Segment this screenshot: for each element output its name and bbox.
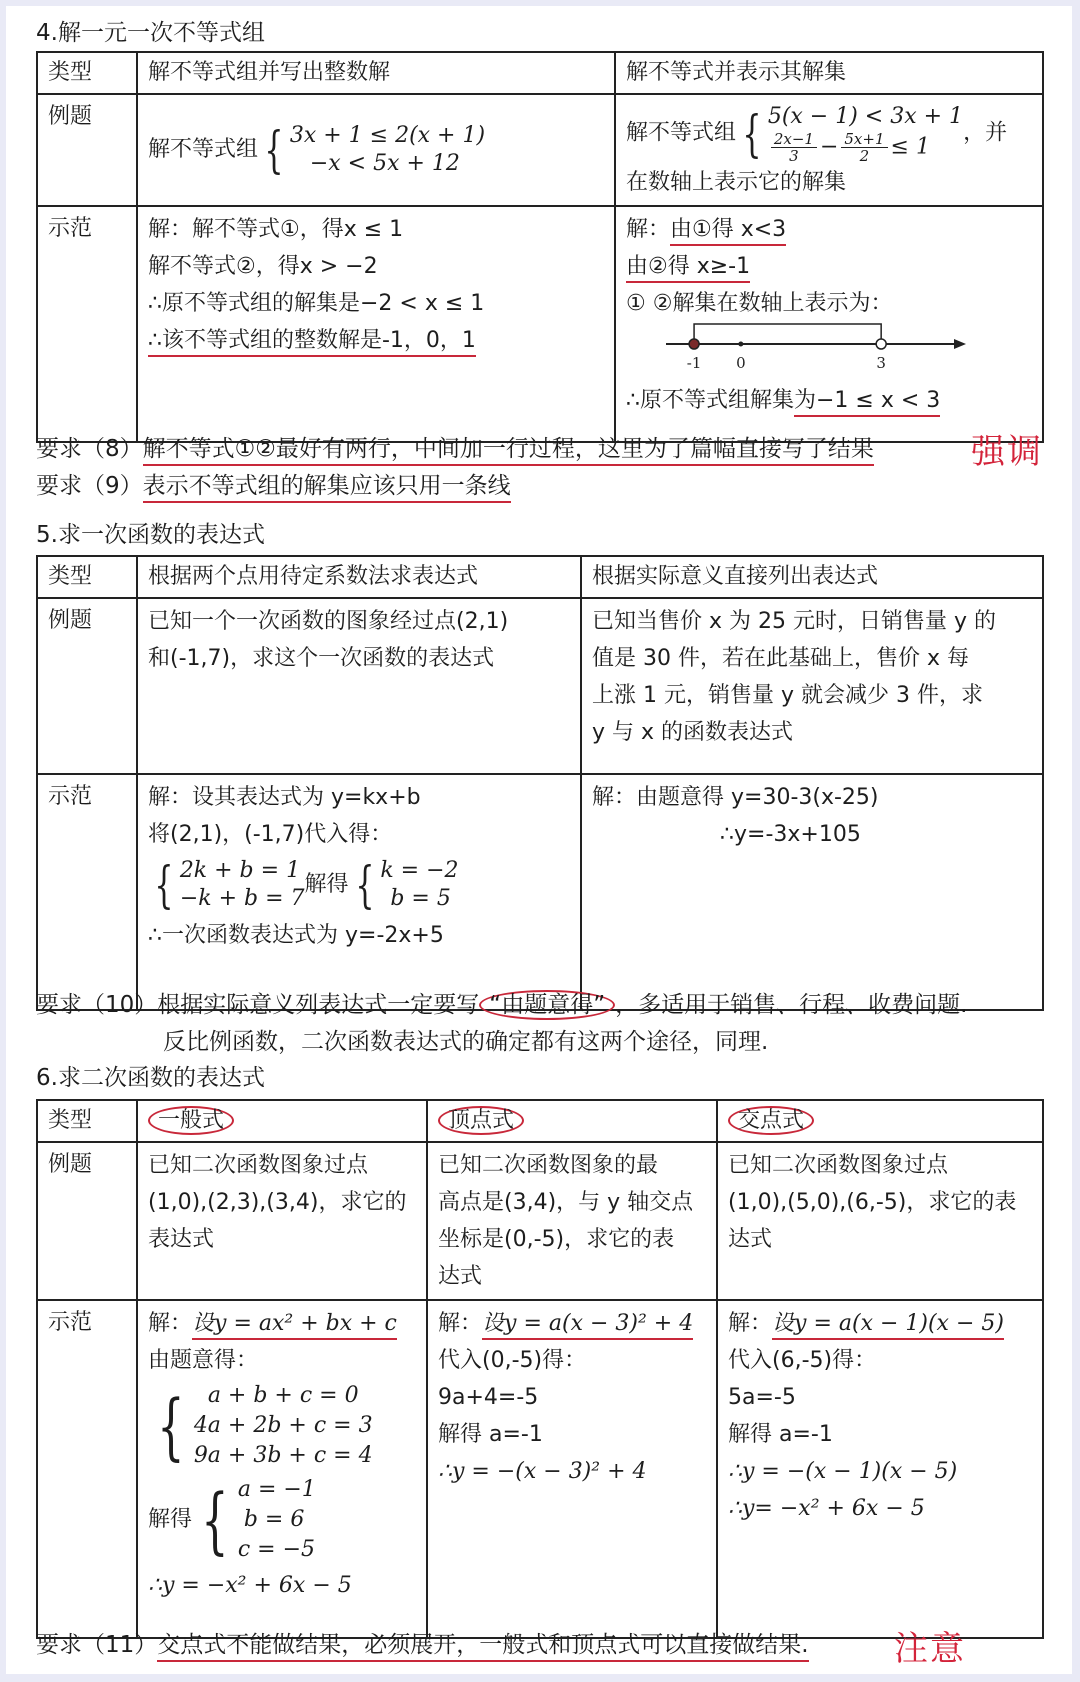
tick-label-0: -1 [686,354,702,372]
s6-demo-a: 解：设y = ax² + bx + c 由题意得： { a + b + c = 0 4a + 2b + c = 3 9a + 3b + c = 4 解得 { a = −1 b = 6 c = −5 ∴y = −x² + 6x − 5 [137,1300,427,1638]
s6-demo-c: 解：设y = a(x − 1)(x − 5) 代入(6,-5)得： 5a=-5 解得 a=-1 ∴y = −(x − 1)(x − 5) ∴y= −x² + 6x − 5 [717,1300,1043,1638]
s5-demo-a: 解：设其表达式为 y=kx+b 将(2,1)，(-1,7)代入得： { 2k + b = 1 −k + b = 7 解得 { k = −2 b = 5 ∴一次函数表达式为 y=-2x+5 [137,774,581,1010]
s6-head-type: 类型 [37,1100,137,1142]
s6-example-c: 已知二次函数图象过点 (1,0),(5,0),(6,-5)，求它的表 达式 [717,1142,1043,1300]
s4-row-example-label: 例题 [37,94,137,206]
s4-head-col1: 解不等式组并写出整数解 [137,52,615,94]
requirement-11: 要求（11）交点式不能做结果，必须展开，一般式和顶点式可以直接做结果. [36,1628,809,1662]
s5-row-demo-label: 示范 [37,774,137,1010]
s5-head-type: 类型 [37,556,137,598]
requirement-8: 要求（8）解不等式①②最好有两行，中间加一行过程，这里为了篇幅直接写了结果 [36,432,874,466]
emphasis-stamp: 强调 [971,433,1043,471]
solution-bracket [694,324,881,344]
s6-head-vertex: 顶点式 [427,1100,717,1142]
s6-example-a: 已知二次函数图象过点 (1,0),(2,3),(3,4)，求它的 表达式 [137,1142,427,1300]
requirement-10-line2: 反比例函数，二次函数表达式的确定都有这两个途径，同理. [163,1029,769,1055]
s6-demo-b: 解：设y = a(x − 3)² + 4 代入(0,-5)得： 9a+4=-5 解得 a=-1 ∴y = −(x − 3)² + 4 [427,1300,717,1638]
section6-title: 6.求二次函数的表达式 [36,1065,265,1091]
section5-title: 5.求一次函数的表达式 [36,522,265,548]
s4-example-b: 解不等式组 { 5(x − 1) < 3x + 1 $\frac{2x-1}{3}$ − $\frac{5x+1}{2}$ ≤ 1 ，并 在数轴上表示它的解集 [615,94,1043,206]
s4-head-type: 类型 [37,52,137,94]
s6-head-general: 一般式 [137,1100,427,1142]
tick-label-1: 0 [736,354,746,372]
s4-example-a: 解不等式组 { 3x + 1 ≤ 2(x + 1) −x < 5x + 12 [137,94,615,206]
tick-label-2: 3 [876,354,886,372]
requirement-9: 要求（9）表示不等式组的解集应该只用一条线 [36,469,511,503]
section5-table [36,555,1044,1011]
s5-demo-b: 解：由题意得 y=30-3(x-25) ∴y=-3x+105 [581,774,1043,1010]
requirement-10: 要求（10）根据实际意义列表达式一定要写 “由题意得” ，多适用于销售、行程、收费问题. [36,992,968,1018]
number-line-arrow [954,339,966,349]
s6-row-demo-label: 示范 [37,1300,137,1638]
s5-head-col1: 根据两个点用待定系数法求表达式 [137,556,581,598]
open-point-2 [876,339,886,349]
number-line [656,322,976,382]
tick-point-1 [738,342,743,347]
s6-example-b: 已知二次函数图象的最 高点是(3,4)，与 y 轴交点 坐标是(0,-5)，求它的表 达式 [427,1142,717,1300]
attention-stamp: 注意 [894,1630,966,1668]
section4-title: 4.解一元一次不等式组 [36,20,265,46]
s5-row-example-label: 例题 [37,598,137,774]
s5-example-b: 已知当售价 x 为 25 元时，日销售量 y 的 值是 30 件，若在此基础上，售价 x 每 上涨 1 元，销售量 y 就会减少 3 件，求 y 与 x 的函数表达式 [581,598,1043,774]
s4-demo-b: 解：由①得 x<3 由②得 x≥-1 ① ②解集在数轴上表示为： -1 0 3 ∴原不等式组解集为−1 ≤ x < 3 [615,206,1043,442]
closed-point-0 [689,339,699,349]
s6-head-intercept: 交点式 [717,1100,1043,1142]
s4-head-col2: 解不等式并表示其解集 [615,52,1043,94]
s5-example-a: 已知一个一次函数的图象经过点(2,1) 和(-1,7)，求这个一次函数的表达式 [137,598,581,774]
s4-row-demo-label: 示范 [37,206,137,442]
section4-table [36,51,1044,443]
s6-row-example-label: 例题 [37,1142,137,1300]
s4-demo-a: 解：解不等式①，得x ≤ 1 解不等式②，得x > −2 ∴原不等式组的解集是−2 < x ≤ 1 ∴该不等式组的整数解是-1，0，1 [137,206,615,442]
section6-table [36,1099,1044,1639]
s4-example-a-system: 3x + 1 ≤ 2(x + 1) −x < 5x + 12 [289,123,486,176]
worksheet-page [6,6,1072,1674]
s5-head-col2: 根据实际意义直接列出表达式 [581,556,1043,598]
